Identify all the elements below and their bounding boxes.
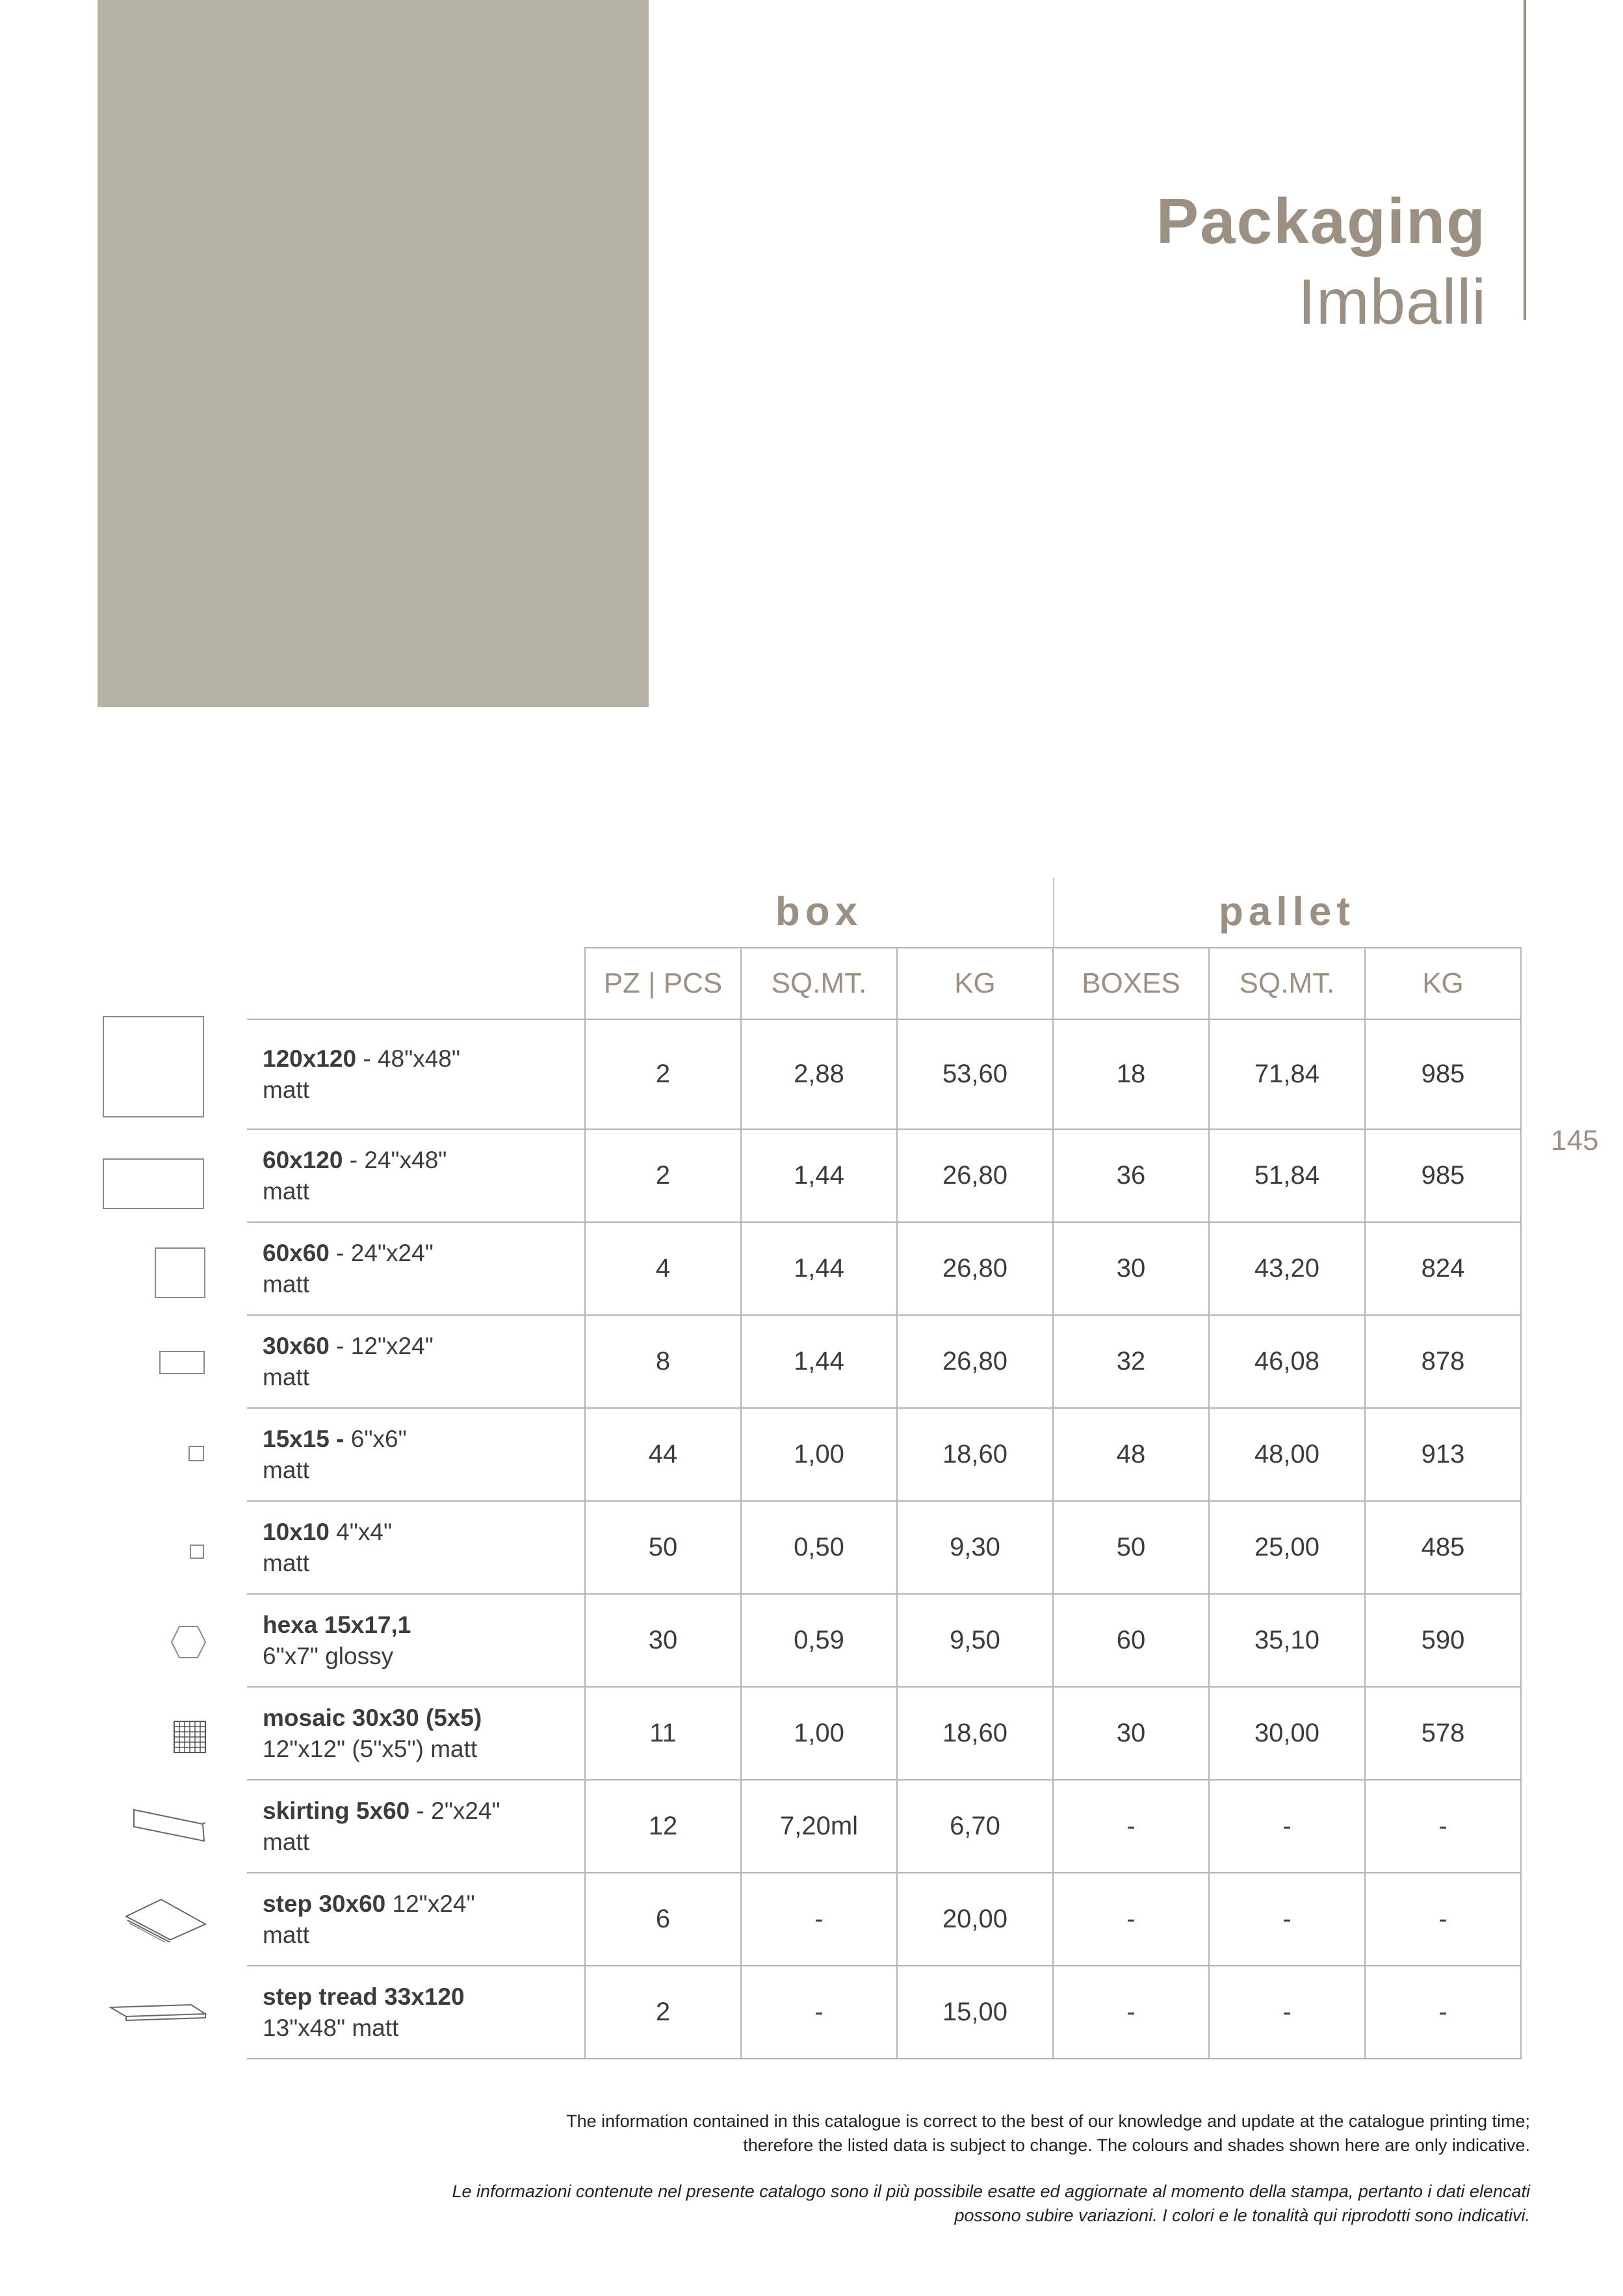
product-format: 15x15 - <box>263 1425 344 1452</box>
value-cell: 26,80 <box>897 1222 1053 1315</box>
value-cell: 35,10 <box>1209 1594 1365 1687</box>
product-finish: matt <box>263 1456 309 1483</box>
value-cell: 2 <box>585 1019 741 1129</box>
product-format: 30x60 <box>263 1332 330 1359</box>
value-cell: 48,00 <box>1209 1408 1365 1501</box>
disclaimer-en-line1: The information contained in this catalogue is correct to the best of our knowledge and update at the catalogue printing time; <box>566 2111 1530 2131</box>
product-size: 4"x4" <box>329 1518 393 1545</box>
skirting-icon <box>131 1807 208 1846</box>
color-swatch <box>97 0 649 707</box>
disclaimer-it-line1: Le informazioni contenute nel presente catalogo sono il più possibile esatte ed aggiornate al momento della stampa, pertanto i dati elencati <box>452 2182 1530 2201</box>
value-cell: 578 <box>1365 1687 1521 1780</box>
product-name-cell <box>247 1594 585 1687</box>
table-row <box>247 1687 1521 1780</box>
step-tread-icon <box>108 2002 208 2028</box>
value-cell: 30 <box>1053 1222 1209 1315</box>
product-name-cell <box>247 1687 585 1780</box>
value-cell: 913 <box>1365 1408 1521 1501</box>
hexagon-icon <box>170 1625 207 1659</box>
value-cell: 71,84 <box>1209 1019 1365 1129</box>
value-cell: 2 <box>585 1966 741 2059</box>
product-finish: matt <box>263 1363 309 1390</box>
col-header-pcs: PZ | PCS <box>585 948 741 1019</box>
value-cell: 0,50 <box>741 1501 897 1594</box>
value-cell: 20,00 <box>897 1873 1053 1966</box>
value-cell: - <box>1209 1966 1365 2059</box>
value-cell: 9,50 <box>897 1594 1053 1687</box>
value-cell: 1,44 <box>741 1129 897 1222</box>
product-finish: matt <box>263 1177 309 1205</box>
value-cell: 0,59 <box>741 1594 897 1687</box>
value-cell: 1,44 <box>741 1222 897 1315</box>
disclaimer-it-line2: possono subire variazioni. I colori e le tonalità qui riprodotti sono indicativi. <box>954 2206 1530 2225</box>
group-separator <box>1053 878 1054 948</box>
packaging-table <box>247 947 1522 2059</box>
value-cell: - <box>1365 1966 1521 2059</box>
value-cell: 985 <box>1365 1129 1521 1222</box>
table-row <box>247 1873 1521 1966</box>
value-cell: - <box>1053 1966 1209 2059</box>
product-name-cell <box>247 1019 585 1129</box>
value-cell: - <box>1209 1780 1365 1873</box>
product-format: mosaic 30x30 (5x5) <box>263 1704 482 1731</box>
value-cell: - <box>741 1966 897 2059</box>
value-cell: 2 <box>585 1129 741 1222</box>
product-format: 60x60 <box>263 1239 330 1266</box>
product-size: 12"x24" <box>385 1890 475 1917</box>
product-name-cell <box>247 1966 585 2059</box>
value-cell: 985 <box>1365 1019 1521 1129</box>
page-subtitle: Imballi <box>1297 266 1487 337</box>
product-format: 10x10 <box>263 1518 330 1545</box>
step-icon <box>123 1897 208 1942</box>
value-cell: 1,44 <box>741 1315 897 1408</box>
value-cell: 1,00 <box>741 1408 897 1501</box>
value-cell: 25,00 <box>1209 1501 1365 1594</box>
value-cell: 12 <box>585 1780 741 1873</box>
value-cell: 878 <box>1365 1315 1521 1408</box>
value-cell: 44 <box>585 1408 741 1501</box>
value-cell: 485 <box>1365 1501 1521 1594</box>
product-size: - 24"x48" <box>343 1146 447 1173</box>
col-header-boxes: BOXES <box>1053 948 1209 1019</box>
col-header-pallet-kg: KG <box>1365 948 1521 1019</box>
rectangle-small-icon <box>159 1350 205 1375</box>
table-row <box>247 1594 1521 1687</box>
product-finish: 12"x12" (5"x5") matt <box>263 1735 478 1762</box>
value-cell: 18,60 <box>897 1408 1053 1501</box>
product-finish: matt <box>263 1921 309 1948</box>
value-cell: 26,80 <box>897 1129 1053 1222</box>
value-cell: - <box>1365 1873 1521 1966</box>
table-row <box>247 1501 1521 1594</box>
group-label-pallet: pallet <box>1219 889 1355 934</box>
page-header <box>1156 181 1487 342</box>
value-cell: - <box>1053 1780 1209 1873</box>
product-format: 60x120 <box>263 1146 343 1173</box>
product-name-cell <box>247 1873 585 1966</box>
rectangle-large-icon <box>102 1158 206 1210</box>
page-number: 145 <box>1551 1125 1599 1156</box>
value-cell: 50 <box>585 1501 741 1594</box>
table-row <box>247 1408 1521 1501</box>
product-format: hexa 15x17,1 <box>263 1611 411 1638</box>
value-cell: 590 <box>1365 1594 1521 1687</box>
table-row <box>247 1315 1521 1408</box>
value-cell: 32 <box>1053 1315 1209 1408</box>
product-format: step tread 33x120 <box>263 1983 465 2010</box>
product-size: - 48"x48" <box>356 1045 461 1072</box>
value-cell: 6,70 <box>897 1780 1053 1873</box>
product-finish: matt <box>263 1076 309 1103</box>
value-cell: 48 <box>1053 1408 1209 1501</box>
col-header-pallet-sqmt: SQ.MT. <box>1209 948 1365 1019</box>
product-format: step 30x60 <box>263 1890 386 1917</box>
product-format: skirting 5x60 <box>263 1797 410 1824</box>
value-cell: 18 <box>1053 1019 1209 1129</box>
product-finish: 13"x48" matt <box>263 2014 399 2041</box>
value-cell: 26,80 <box>897 1315 1053 1408</box>
disclaimer-en-line2: therefore the listed data is subject to change. The colours and shades shown here are only indicative. <box>743 2135 1530 2155</box>
value-cell: 11 <box>585 1687 741 1780</box>
product-name-cell <box>247 1780 585 1873</box>
value-cell: 53,60 <box>897 1019 1053 1129</box>
product-name-cell <box>247 1222 585 1315</box>
col-header-box-sqmt: SQ.MT. <box>741 948 897 1019</box>
table-row <box>247 1222 1521 1315</box>
value-cell: 43,20 <box>1209 1222 1365 1315</box>
value-cell: 50 <box>1053 1501 1209 1594</box>
value-cell: 30,00 <box>1209 1687 1365 1780</box>
table-header-row <box>247 948 1521 1019</box>
product-size: - 2"x24" <box>409 1797 500 1824</box>
product-size: 6"x6" <box>344 1425 407 1452</box>
value-cell: 36 <box>1053 1129 1209 1222</box>
header-divider <box>1524 0 1526 320</box>
table-row <box>247 1780 1521 1873</box>
product-format: 120x120 <box>263 1045 357 1072</box>
product-finish: matt <box>263 1549 309 1576</box>
value-cell: 30 <box>1053 1687 1209 1780</box>
product-size: - 24"x24" <box>329 1239 434 1266</box>
value-cell: 9,30 <box>897 1501 1053 1594</box>
product-finish: matt <box>263 1828 309 1855</box>
value-cell: 46,08 <box>1209 1315 1365 1408</box>
value-cell: - <box>1209 1873 1365 1966</box>
product-name-cell <box>247 1408 585 1501</box>
value-cell: 6 <box>585 1873 741 1966</box>
product-finish: matt <box>263 1270 309 1298</box>
product-name-cell <box>247 1129 585 1222</box>
page-title: Packaging <box>1156 185 1487 257</box>
product-name-cell <box>247 1315 585 1408</box>
value-cell: 51,84 <box>1209 1129 1365 1222</box>
square-large-icon <box>102 1015 206 1119</box>
value-cell: - <box>1053 1873 1209 1966</box>
square-medium-icon <box>154 1247 206 1299</box>
value-cell: 2,88 <box>741 1019 897 1129</box>
value-cell: 18,60 <box>897 1687 1053 1780</box>
value-cell: - <box>741 1873 897 1966</box>
square-small-icon <box>188 1445 206 1463</box>
product-size: - 12"x24" <box>329 1332 434 1359</box>
value-cell: 7,20ml <box>741 1780 897 1873</box>
value-cell: 8 <box>585 1315 741 1408</box>
value-cell: 30 <box>585 1594 741 1687</box>
table-row <box>247 1966 1521 2059</box>
value-cell: 60 <box>1053 1594 1209 1687</box>
product-finish: 6"x7" glossy <box>263 1642 394 1669</box>
table-row <box>247 1019 1521 1129</box>
value-cell: 824 <box>1365 1222 1521 1315</box>
value-cell: - <box>1365 1780 1521 1873</box>
value-cell: 4 <box>585 1222 741 1315</box>
value-cell: 1,00 <box>741 1687 897 1780</box>
header-blank <box>247 948 585 1019</box>
square-tiny-icon <box>189 1544 206 1561</box>
col-header-box-kg: KG <box>897 948 1053 1019</box>
product-name-cell <box>247 1501 585 1594</box>
disclaimer <box>452 2109 1530 2228</box>
table-row <box>247 1129 1521 1222</box>
value-cell: 15,00 <box>897 1966 1053 2059</box>
group-label-box: box <box>775 889 863 934</box>
mosaic-grid-icon <box>174 1721 206 1753</box>
